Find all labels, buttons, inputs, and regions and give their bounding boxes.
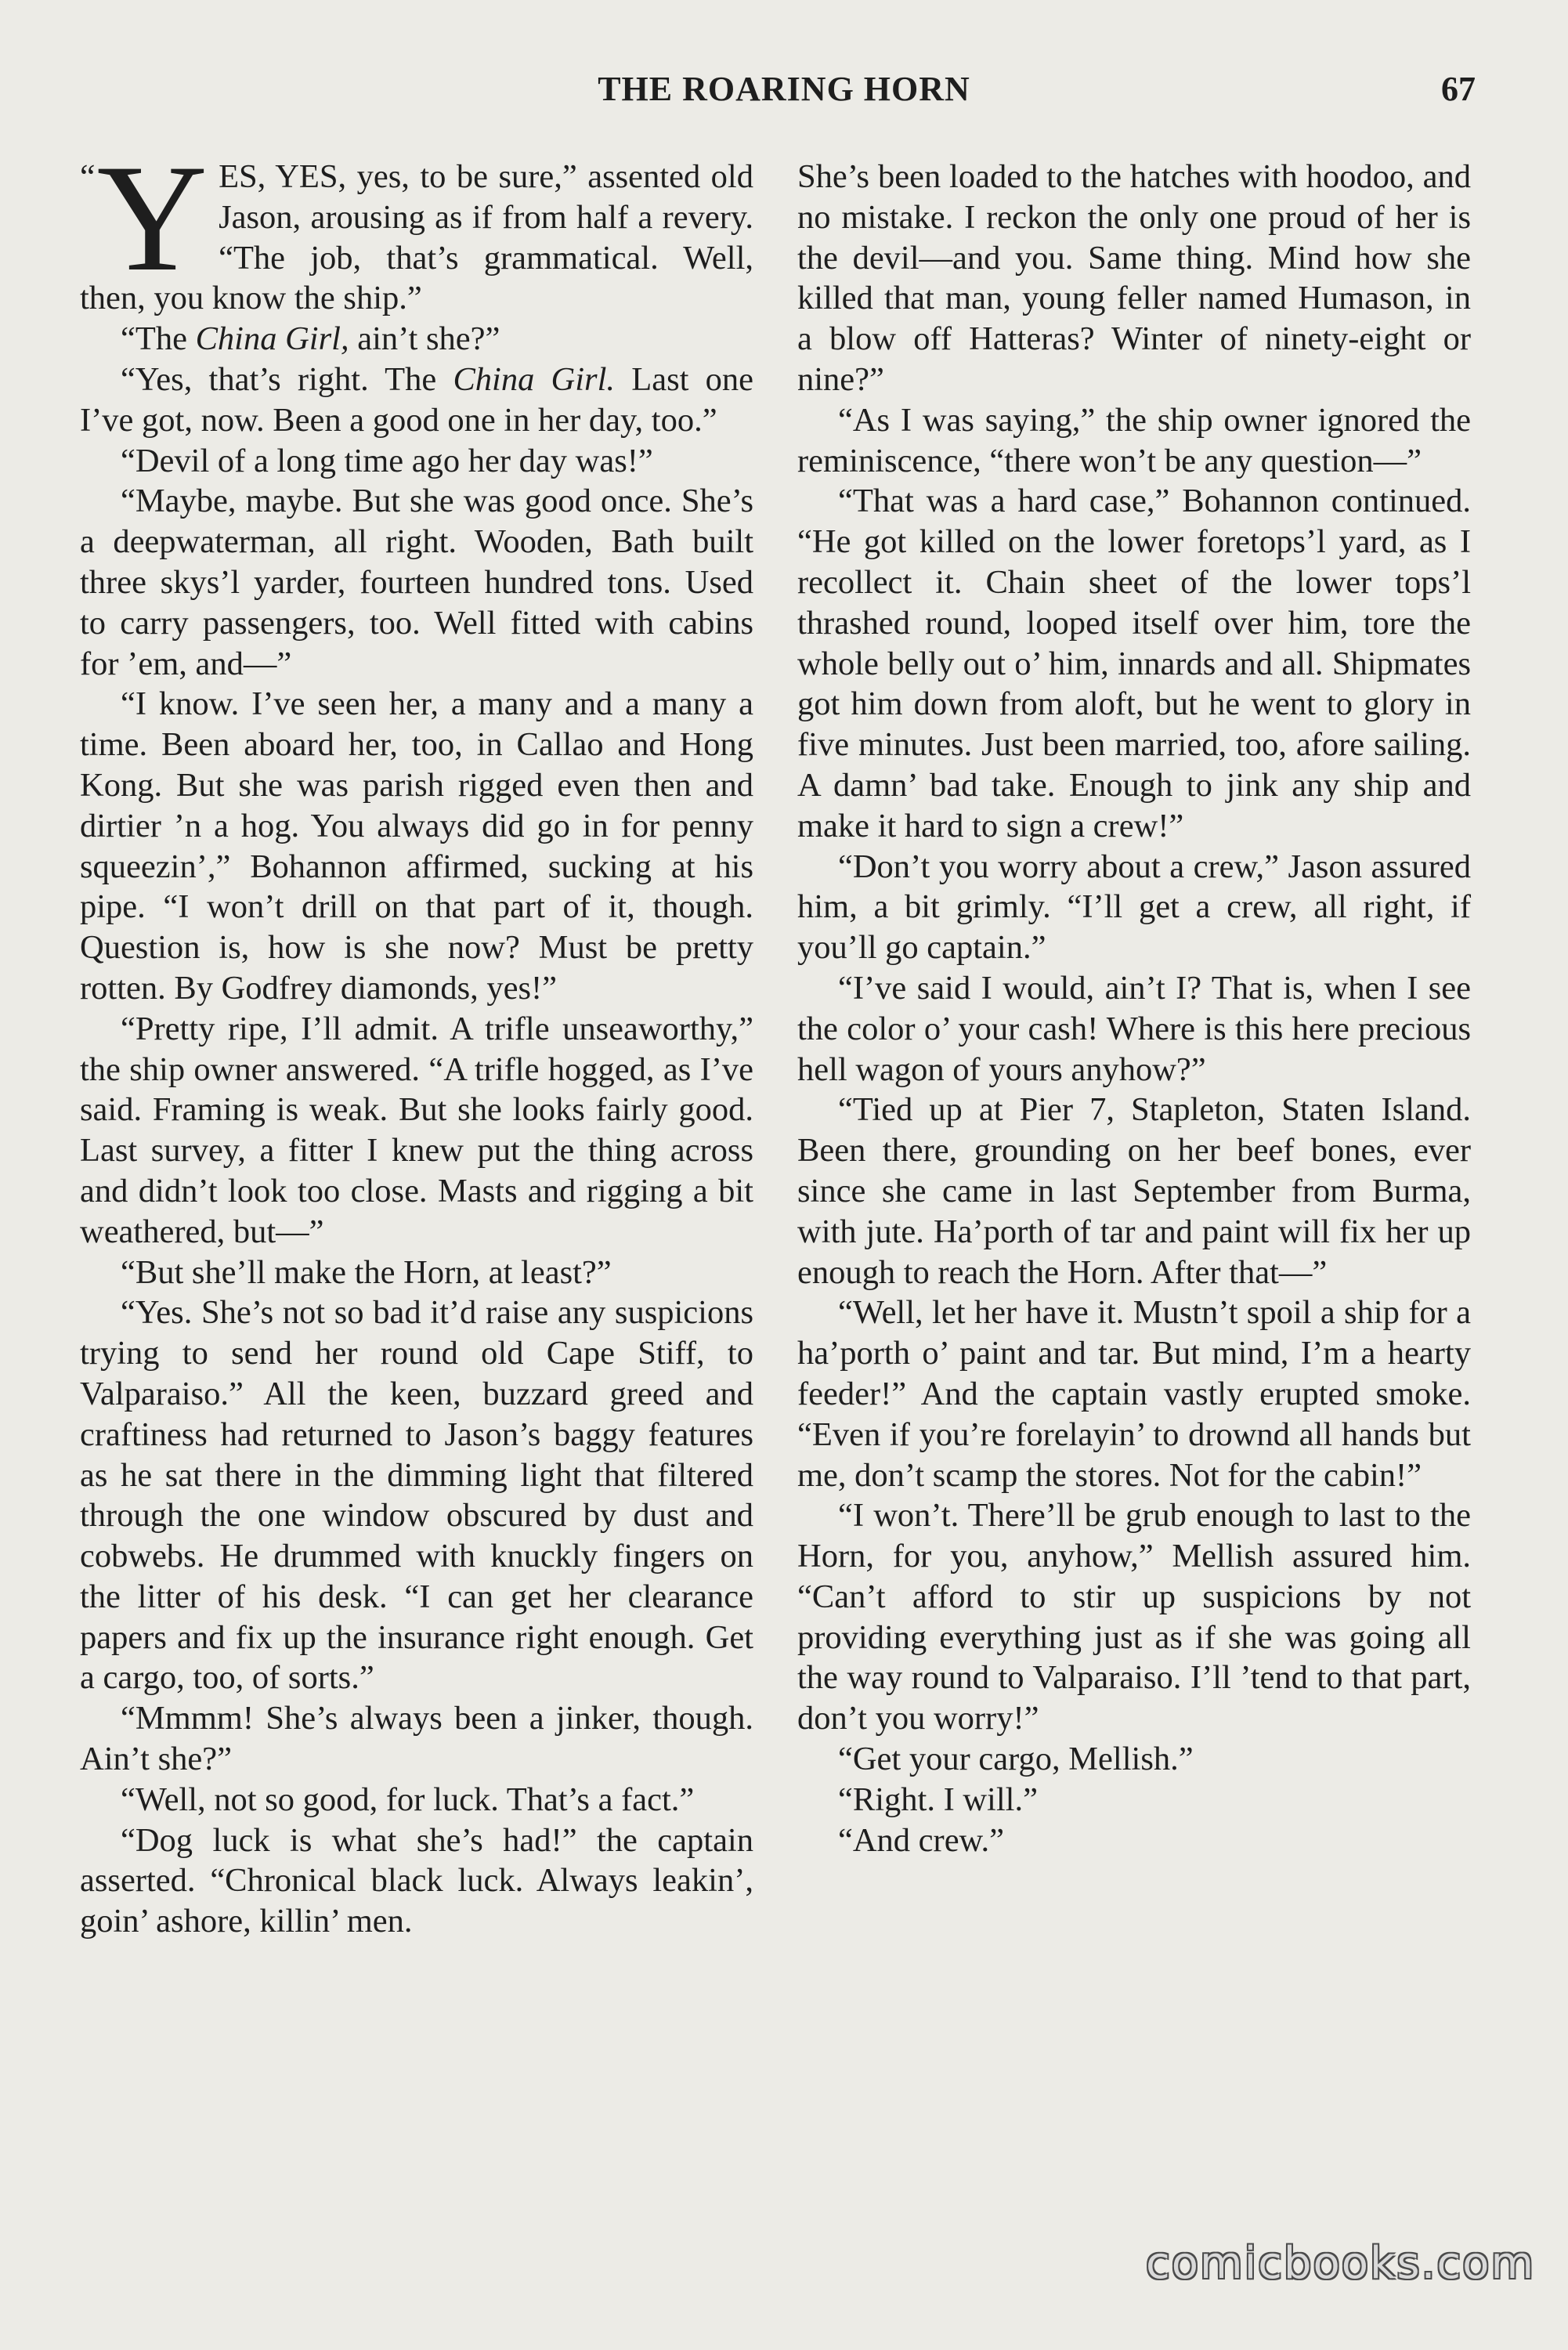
paragraph: She’s been loaded to the hatches with hoodoo, and no mistake. I reckon the only one proud of her is the devil—and you. Same thing. Mind how she killed that man, young feller named Humason, in a blow off Hatteras? Winter of ninety-eight or nine?” <box>797 158 1471 398</box>
paragraph: “Get your cargo, Mellish.” <box>838 1741 1194 1778</box>
paragraph <box>80 360 753 441</box>
paragraph: “Pretty ripe, I’ll admit. A trifle unseaworthy,” the ship owner answered. “A trifle hogged, as I’ve said. Framing is weak. But she looks fairly good. Last survey, a fitter I knew put the thing across and didn’t look too close. Masts and rigging a bit weathered, but—” <box>80 1010 753 1250</box>
paragraph: “I’ve said I would, ain’t I? That is, when I see the color o’ your cash! Where is this here precious hell wagon of yours anyhow?” <box>797 969 1471 1088</box>
paragraph-text: ES, YES, yes, to be sure,” assented old Jason, arousing as if from half a revery. “The job, that’s grammatical. Well, then, you know the ship.” <box>80 158 753 317</box>
paragraph-text: ain’t she?” <box>349 320 500 358</box>
left-column <box>80 133 753 1942</box>
paragraph: “Mmmm! She’s always been a jinker, though. Ain’t she?” <box>80 1700 753 1778</box>
paragraph-text: Last one I’ve got, now. Been a good one in her day, too.” <box>80 360 753 439</box>
paragraph-text: “The <box>121 320 196 358</box>
paragraph: “Don’t you worry about a crew,” Jason assured him, a bit grimly. “I’ll get a crew, all right, if you’ll go captain.” <box>797 848 1471 967</box>
paragraph: “Maybe, maybe. But she was good once. She’s a deepwaterman, all right. Wooden, Bath built three skys’l yarder, fourteen hundred tons. Used to carry passengers, too. Well fitted with cabins for ’em, and—” <box>80 483 753 682</box>
paragraph: “As I was saying,” the ship owner ignored the reminiscence, “there won’t be any question—” <box>797 401 1471 479</box>
paragraph <box>80 133 753 319</box>
paragraph: “That was a hard case,” Bohannon continued. “He got killed on the lower foretops’l yard, as I recollect it. Chain sheet of the lower tops’l thrashed round, looped itself over him, tore the whole belly out o’ him, innards and all. Shipmates got him down from aloft, but he went to glory in five minutes. Just been married, too, afore sailing. A damn’ bad take. Enough to jink any ship and make it hard to sign a crew!” <box>797 483 1471 844</box>
paragraph: “I won’t. There’ll be grub enough to last to the Horn, for you, anyhow,” Mellish assured him. “Can’t afford to stir up suspicions by not providing everything just as if she was going all the way round to Valparaiso. I’ll ’tend to that part, don’t you worry!” <box>797 1497 1471 1737</box>
paragraph: “And crew.” <box>838 1821 1004 1859</box>
paragraph <box>80 319 753 360</box>
paragraph: “I know. I’ve seen her, a many and a many a time. Been aboard her, too, in Callao and Hong Kong. But she was parish rigged even then and dirtier ’n a hog. You always did go in for penny squeezin’,” Bohannon affirmed, sucking at his pipe. “I won’t drill on that part of it, though. Question is, how is she now? Must be pretty rotten. By Godfrey diamonds, yes!” <box>80 685 753 1007</box>
running-title: THE ROARING HORN <box>598 70 970 108</box>
opening-quote: “ <box>80 157 96 196</box>
paragraph: “But she’ll make the Horn, at least?” <box>121 1253 612 1291</box>
ship-name: China Girl. <box>453 360 616 398</box>
paragraph: “Right. I will.” <box>838 1781 1038 1818</box>
right-column <box>797 157 1471 1860</box>
paragraph: “Tied up at Pier 7, Stapleton, Staten Island. Been there, grounding on her beef bones, ever since she came in last September from Burma, with jute. Ha’porth of tar and paint will fix her up enough to reach the Horn. After that—” <box>797 1091 1471 1291</box>
paragraph: “Well, not so good, for luck. That’s a fact.” <box>121 1781 695 1818</box>
paragraph: “Dog luck is what she’s had!” the captain asserted. “Chronical black luck. Always leakin’, goin’ ashore, killin’ men. <box>80 1821 753 1940</box>
paragraph: “Yes. She’s not so bad it’d raise any suspicions trying to send her round old Cape Stiff, to Valparaiso.” All the keen, buzzard greed and craftiness had returned to Jason’s baggy features as he sat there in the dimming light that filtered through the one window obscured by dust and cobwebs. He drummed with knuckly fingers on the litter of his desk. “I can get her clearance papers and fix up the insurance right enough. Get a cargo, too, of sorts.” <box>80 1294 753 1697</box>
watermark-logo: comicbooks.com <box>1145 2238 1535 2289</box>
ship-name: China Girl, <box>195 320 349 358</box>
drop-cap: Y <box>96 133 208 303</box>
paragraph-text: “Yes, that’s right. The <box>121 360 453 398</box>
paragraph: “Well, let her have it. Mustn’t spoil a ship for a ha’porth o’ paint and tar. But mind, I’m a hearty feeder!” And the captain vastly erupted smoke. “Even if you’re forelayin’ to drownd all hands but me, don’t scamp the stores. Not for the cabin!” <box>797 1294 1471 1494</box>
paragraph: “Devil of a long time ago her day was!” <box>121 442 653 479</box>
page-number: 67 <box>1441 70 1476 108</box>
